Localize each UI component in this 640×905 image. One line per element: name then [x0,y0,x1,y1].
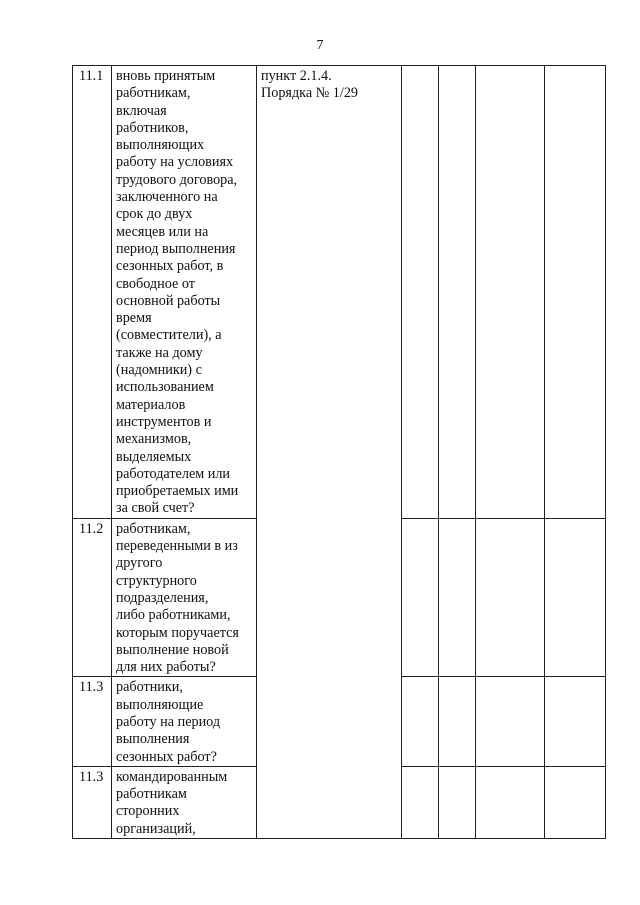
reference-line: пункт 2.1.4. [261,68,332,84]
row-number: 11.3 [73,766,112,838]
question-line: которым поручается [116,624,239,641]
question-line: свободное от [116,275,195,292]
reference-cell [257,766,402,838]
answer-cell [476,677,545,766]
answer-cell [439,766,476,838]
question-line: включая [116,102,167,119]
question-line: организаций, [116,820,196,837]
question-line: работникам, [116,520,191,537]
answer-cell [545,518,606,677]
question-line: основной работы [116,292,221,309]
question-line: переведенными в из [116,538,238,555]
answer-cell [402,66,439,519]
question-cell [112,66,257,519]
question-cell [112,677,257,766]
checklist-table [72,65,606,839]
question-line: командированным [116,768,228,785]
question-line: трудового договора, [116,171,238,188]
question-line: структурного [116,572,197,589]
question-line: сторонних [116,803,180,820]
answer-cell [439,66,476,519]
answer-cell [545,66,606,519]
row-number: 11.1 [73,66,112,519]
reference-cell [257,518,402,677]
question-line: работники, [116,679,183,696]
question-line: либо работниками, [116,607,231,624]
question-line: другого [116,555,163,572]
row-number: 11.3 [73,677,112,766]
question-line: выполнения [116,731,190,748]
table-row [73,66,606,519]
question-line: сезонных работ, в [116,258,224,275]
page-number: 7 [316,38,324,53]
question-line: работников, [116,119,189,136]
answer-cell [402,518,439,677]
answer-cell [439,677,476,766]
question-line: также на дому [116,344,203,361]
reference-line: Порядка № 1/29 [261,85,359,102]
question-line: работникам [116,786,187,803]
answer-cell [402,677,439,766]
question-line: инструментов и [116,413,212,430]
answer-cell [545,677,606,766]
question-line: заключенного на [116,189,218,206]
question-line: подразделения, [116,589,209,606]
answer-cell [476,518,545,677]
reference-cell [257,66,402,519]
reference-cell [257,677,402,766]
question-cell [112,518,257,677]
question-line: время [116,310,152,327]
question-line: для них работы? [116,659,216,676]
table-row [73,518,606,677]
question-line: (надомники) с [116,362,202,379]
question-line: выполнение новой [116,641,229,658]
table-row [73,766,606,838]
question-line: работу на условиях [116,154,234,171]
question-line: работодателем или [116,465,231,482]
answer-cell [476,66,545,519]
question-line: работникам, [116,85,191,102]
question-line: за свой счет? [116,500,195,517]
question-line: приобретаемых ими [116,483,239,500]
answer-cell [402,766,439,838]
question-line: сезонных работ? [116,748,217,765]
question-cell [112,766,257,838]
table-row [73,677,606,766]
question-line: использованием [116,379,214,396]
row-number: 11.2 [73,518,112,677]
question-line: срок до двух [116,206,193,223]
question-line: материалов [116,396,186,413]
question-line: работу на период [116,713,221,730]
question-line: период выполнения [116,240,236,257]
question-line: выполняющих [116,137,205,154]
answer-cell [545,766,606,838]
question-line: механизмов, [116,431,192,448]
question-line: выделяемых [116,448,192,465]
question-line: вновь принятым [116,68,216,84]
question-line: выполняющие [116,696,204,713]
question-line: (совместители), а [116,327,222,344]
question-line: месяцев или на [116,223,209,240]
answer-cell [439,518,476,677]
answer-cell [476,766,545,838]
